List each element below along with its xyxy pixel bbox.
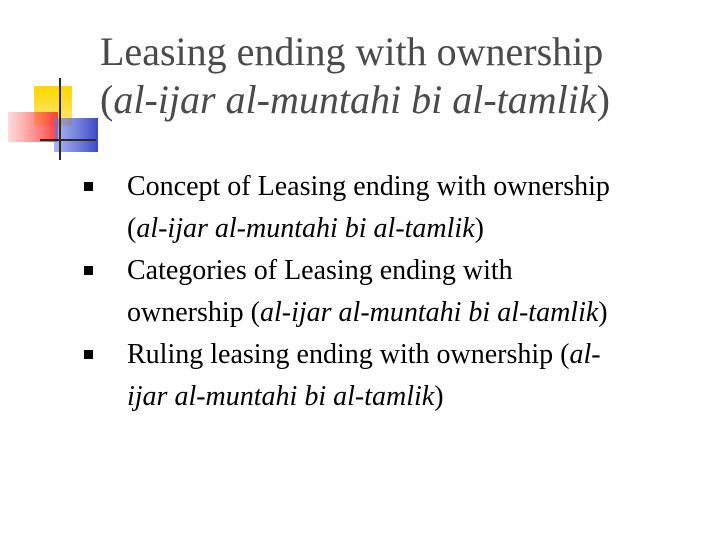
bullet-2-arabic-term: al-ijar al-muntahi bi al-tamlik xyxy=(259,297,599,328)
bullet-item-concept xyxy=(84,166,694,250)
bullet-1-open-paren: ( xyxy=(127,213,137,244)
square-bullet-icon xyxy=(84,266,93,275)
bullet-item-ruling xyxy=(84,334,694,418)
title-line-1: Leasing ending with ownership xyxy=(100,29,604,74)
bullet-2-close-paren: ) xyxy=(598,297,608,328)
slide-title xyxy=(100,28,700,124)
square-stack-decoration xyxy=(0,0,110,170)
bullet-3-prefix: Ruling leasing ending with ownership ( xyxy=(127,339,570,370)
title-open-paren: ( xyxy=(100,77,114,122)
bullet-list xyxy=(84,166,694,418)
square-bullet-icon xyxy=(84,350,93,359)
title-arabic-term: al-ijar al-muntahi bi al-tamlik xyxy=(113,77,597,122)
bullet-3-arabic-term-start: al- xyxy=(569,339,601,370)
bullet-2-line-1: Categories of Leasing ending with xyxy=(127,255,513,286)
square-bullet-icon xyxy=(84,182,93,191)
red-square xyxy=(8,112,58,142)
bullet-1-line-1: Concept of Leasing ending with ownership xyxy=(127,171,610,202)
bullet-1-close-paren: ) xyxy=(474,213,484,244)
title-close-paren: ) xyxy=(596,77,610,122)
bullet-1-arabic-term: al-ijar al-muntahi bi al-tamlik xyxy=(136,213,475,244)
bullet-item-categories xyxy=(84,250,694,334)
bullet-3-arabic-term-end: ijar al-muntahi bi al-tamlik xyxy=(127,381,435,412)
bullet-2-prefix: ownership ( xyxy=(127,297,260,328)
title-line-2 xyxy=(100,76,700,124)
bullet-3-close-paren: ) xyxy=(434,381,444,412)
